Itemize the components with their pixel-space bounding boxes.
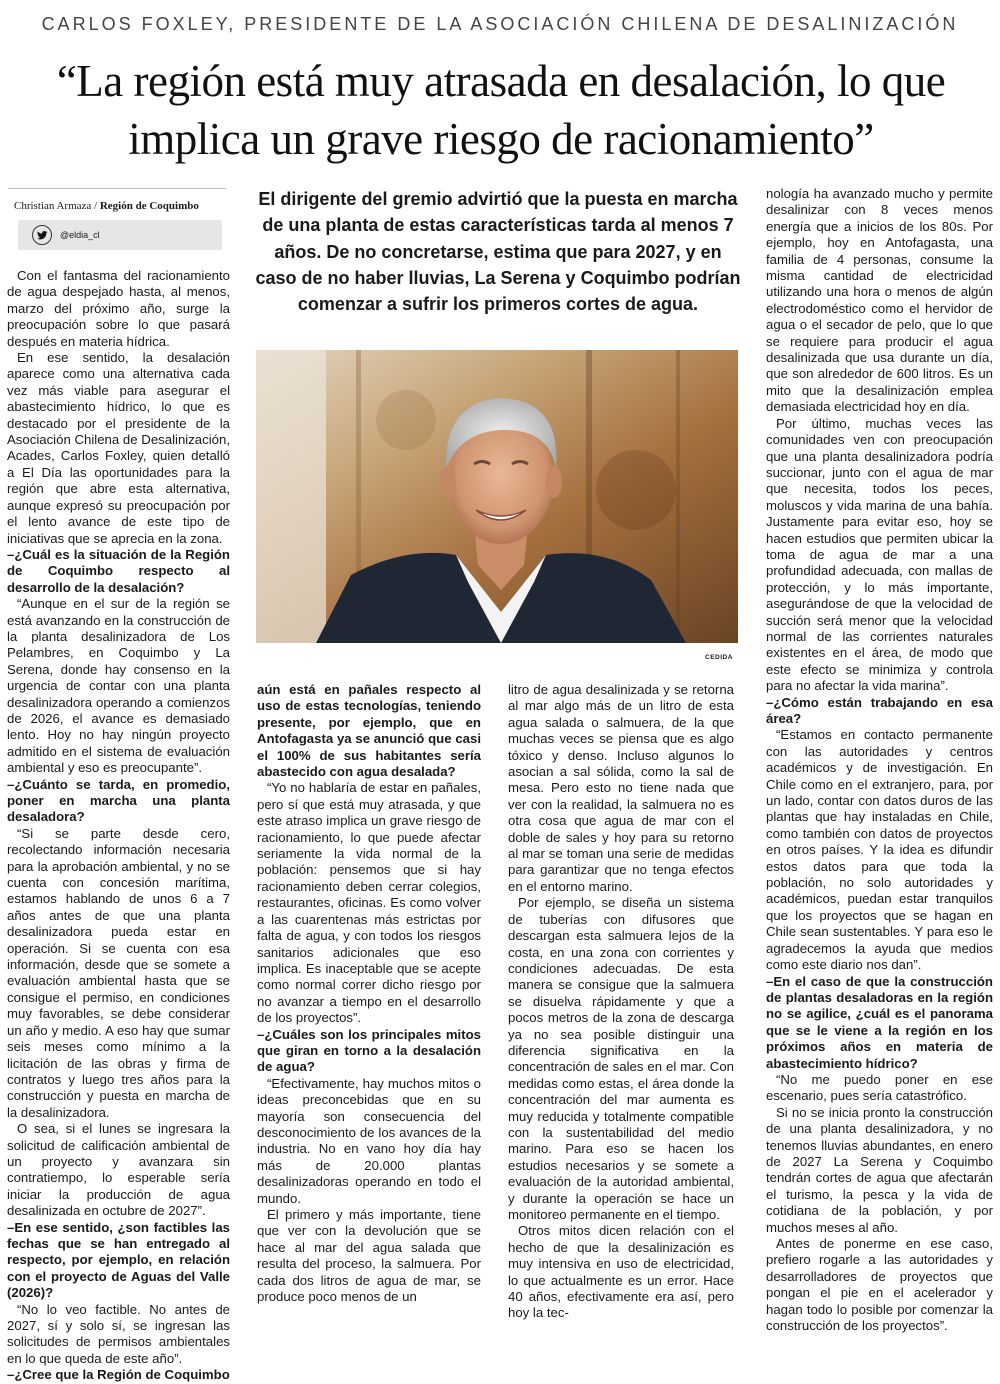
headline: “La región está muy atrasada en desalación, lo que implica un grave riesgo de racionamiento” bbox=[56, 56, 946, 164]
twitter-box[interactable] bbox=[18, 220, 222, 250]
author-name: Christian Armaza bbox=[14, 200, 92, 212]
article-column-1 bbox=[7, 268, 230, 1384]
interview-question: –En el caso de que la construcción de plantas desaladoras en la región no se agilice, ¿cuál es el panorama que se le viene a la región en los próximos años en materia de abastecimiento hídrico? bbox=[766, 973, 993, 1071]
article-paragraph: “Estamos en contacto permanente con las autoridades y centros académicos y de investigación. En Chile como en el extranjero, para, por un lado, contar con datos duros de las plantas que hay instaladas en Chile, como también con datos de proyectos en otros países. Y la idea es difundir estos datos para que toda la población, no solo autoridades y académicos, puedan estar tranquilos que los proyectos que se hagan en Chile sean sustentables. Y para eso le agradecemos la ayuda que medios como este diario nos dan”. bbox=[766, 727, 993, 973]
interview-question: –¿Cuáles son los principales mitos que giran en torno a la desalación de agua? bbox=[257, 1026, 481, 1075]
article-column-4 bbox=[766, 186, 993, 1334]
interview-question: aún está en pañales respecto al uso de estas tecnologías, teniendo presente, por ejemplo, que en Antofagasta ya se anunció que casi el 100% de sus habitantes sería abastecido con agua desalada? bbox=[257, 682, 481, 780]
interview-question: –¿Cuánto se tarda, en promedio, poner en marcha una planta desaladora? bbox=[7, 776, 230, 825]
article-paragraph: Si no se inicia pronto la construcción de una planta desalinizadora, y no tenemos lluvias abundantes, en enero de 2027 La Serena y Coquimbo tendrán cortes de agua que afectarán el turismo, la pesca y la vida de cotidiana de la población, y por muchos meses al año. bbox=[766, 1104, 993, 1235]
article-paragraph: nología ha avanzado mucho y permite desalinizar con 8 veces menos energía que a inicios de los 80s. Por ejemplo, hoy en Antofagasta, una familia de 4 personas, consume la misma cantidad de electricidad utilizando una hora o menos de algún electrodoméstico como el hervidor de agua o el secador de pelo, que lo que se requiere para producir el agua desalinizada que usa durante un día, que son alrededor de 600 litros. Es un mito que la desalinización emplea demasiada electricidad hoy en día. bbox=[766, 186, 993, 415]
photo-credit: CEDIDA bbox=[705, 654, 733, 661]
article-paragraph: “Yo no hablaría de estar en pañales, pero sí que está muy atrasada, y que este atraso implica un grave riesgo de racionamiento, lo que puede afectar seriamente la vida normal de la población: pensemos que si hay racionamiento deben cerrar colegios, restaurantes, oficinas. Es como volver a las cuarentenas más estrictas por falta de agua, y con todos los riesgos sanitarios adicionales que eso implica. Es inaceptable que se acepte como normal correr dicho riesgo por no avanzar a tiempo en el desarrollo de los proyectos”. bbox=[257, 780, 481, 1026]
article-paragraph: “Efectivamente, hay muchos mitos o ideas preconcebidas que en su mayoría son consecuencia del desconocimiento de los avances de la industria. No en vano hoy día hay más de 20.000 plantas desalinizadoras operando en todo el mundo. bbox=[257, 1075, 481, 1206]
article-paragraph: Por ejemplo, se diseña un sistema de tuberías con difusores que descargan esta salmuera lejos de la costa, en una zona con corrientes y condiciones adecuadas. De esta manera se consigue que la salmuera se disuelva rápidamente y que a pocos metros de la zona de descarga ya no sea posible distinguir una diferencia significativa en la concentración de sales en el mar. Con medidas como estas, el área donde la concentración del mar aumenta es muy reducida y totalmente compatible con la sustentabilidad del medio marino. Para eso se hacen los estudios necesarios y se somete a evaluación de la autoridad ambiental, y durante la operación se hace un monitoreo permanente en el tiempo. bbox=[508, 895, 734, 1222]
article-paragraph: Con el fantasma del racionamiento de agua despejado hasta, al menos, marzo del próximo año, surge la preocupación sobre lo que pasará después en materia hídrica. bbox=[7, 268, 230, 349]
interview-question: –¿Cómo están trabajando en esa área? bbox=[766, 694, 993, 726]
kicker: CARLOS FOXLEY, PRESIDENTE DE LA ASOCIACIÓN CHILENA DE DESALINIZACIÓN bbox=[41, 14, 959, 34]
lead-paragraph: El dirigente del gremio advirtió que la puesta en marcha de una planta de estas características tarda al menos 7 años. De no concretarse, estima que para 2027, y en caso de no haber lluvias, La Serena y Coquimbo podrían comenzar a sufrir los primeros cortes de agua. bbox=[255, 189, 741, 315]
article-paragraph: litro de agua desalinizada y se retorna al mar algo más de un litro de esta agua salada o salmuera, de la que muchas veces se piensa que es algo tóxico y denso. Incluso algunos lo asocian a sal sólida, como la sal de mesa. Pero esto no tiene nada que ver con la realidad, la salmuera no es otra cosa que agua de mar con el doble de sales y hoy para su retorno al mar se toman una serie de medidas para garantizar que no tenga efectos en el entorno marino. bbox=[508, 682, 734, 894]
interview-question: –¿Cuál es la situación de la Región de Coquimbo respecto al desarrollo de la desalación? bbox=[7, 546, 230, 595]
article-paragraph: El primero y más importante, tiene que ver con la devolución que se hace al mar del agua salada que resulta del proceso, la salmuera. Por cada dos litros de agua de mar, se produce poco menos de un bbox=[257, 1207, 481, 1305]
interview-question: –¿Cree que la Región de Coquimbo bbox=[7, 1367, 230, 1383]
byline bbox=[8, 188, 226, 250]
article-column-2 bbox=[257, 682, 481, 1305]
interview-question: –En ese sentido, ¿son factibles las fechas que se han entregado al respecto, por ejemplo, en relación con el proyecto de Aguas del Valle (2026)? bbox=[7, 1219, 230, 1301]
article-paragraph: “Si se parte desde cero, recolectando información necesaria para la aprobación ambiental, y no se cuenta con concesión marítima, estamos hablando de unos 6 a 7 años antes de que una planta desalinizadora pueda estar en operación. Si se cuenta con esa información, desde que se somete a evaluación ambiental hasta que se consigue el permiso, en condiciones muy favorables, se debe considerar un año y medio. A eso hay que sumar seis meses como mínimo a la licitación de las obras y firma de contratos y luego tres años para la construcción y puesta en marcha de la desalinizadora. bbox=[7, 825, 230, 1120]
portrait-photo bbox=[256, 350, 738, 643]
article-paragraph: “No lo veo factible. No antes de 2027, sí y solo sí, se ingresan las solicitudes de permisos ambientales en lo que queda de este año”. bbox=[7, 1301, 230, 1366]
article-paragraph: “Aunque en el sur de la región se está avanzando en la construcción de la planta desalinizadora de Los Pelambres, en Coquimbo y La Serena, donde hay consenso en la urgencia de contar con una planta desalinizadora operando a comienzos de 2026, el avance es demasiado lento. Hoy no hay ningún proyecto admitido en el sistema de evaluación ambiental y eso es preocupante”. bbox=[7, 596, 230, 776]
article-paragraph: En ese sentido, la desalación aparece como una alternativa cada vez más viable para asegurar el abastecimiento hídrico, lo que es destacado por el presidente de la Asociación Chilena de Desalinización, Acades, Carlos Foxley, quien detalló a El Día las oportunidades para la región que abre esta alternativa, aunque expresó su preocupación por el lento avance de este tipo de iniciativas que se aprecia en la zona. bbox=[7, 350, 230, 546]
twitter-icon bbox=[32, 225, 52, 245]
article-paragraph: Otros mitos dicen relación con el hecho de que la desalinización es muy intensiva en uso de electricidad, lo que actualmente es un error. Hace 40 años, efectivamente era así, pero hoy la tec- bbox=[508, 1223, 734, 1321]
article-paragraph: “No me puedo poner en ese escenario, pues sería catastrófico. bbox=[766, 1071, 993, 1104]
article-column-3 bbox=[508, 682, 734, 1322]
twitter-handle[interactable]: @eldia_cl bbox=[60, 230, 100, 240]
article-paragraph: Por último, muchas veces las comunidades ven con preocupación que una planta desalinizadora podría succionar, junto con el agua de mar que necesita, todos los peces, moluscos y vida marina de una bahía. Justamente para evitar eso, hoy se hacen estudios que permiten ubicar la toma de agua de mar a una profundidad adecuada, con mallas de protección, y lo más importante, asegurándose de que la velocidad de succión será menor que la velocidad normal de las corrientes naturales existentes en el área, de modo que este efecto se minimiza y controla para no afectar la vida marina”. bbox=[766, 415, 993, 694]
article-paragraph: Antes de ponerme en ese caso, prefiero rogarle a las autoridades y desarrolladores de proyectos que pongan el pie en el acelerador y hagan todo lo posible por comenzar la construcción de los proyectos”. bbox=[766, 1236, 993, 1334]
section-name: Región de Coquimbo bbox=[99, 200, 199, 212]
byline-text bbox=[8, 189, 226, 220]
article-paragraph: O sea, si el lunes se ingresara la solicitud de calificación ambiental de un proyecto y avanzara sin contratiempo, lo esperable sería iniciar la producción de agua desalinizada en octubre de 2027”. bbox=[7, 1121, 230, 1219]
byline-separator: / bbox=[91, 200, 100, 212]
